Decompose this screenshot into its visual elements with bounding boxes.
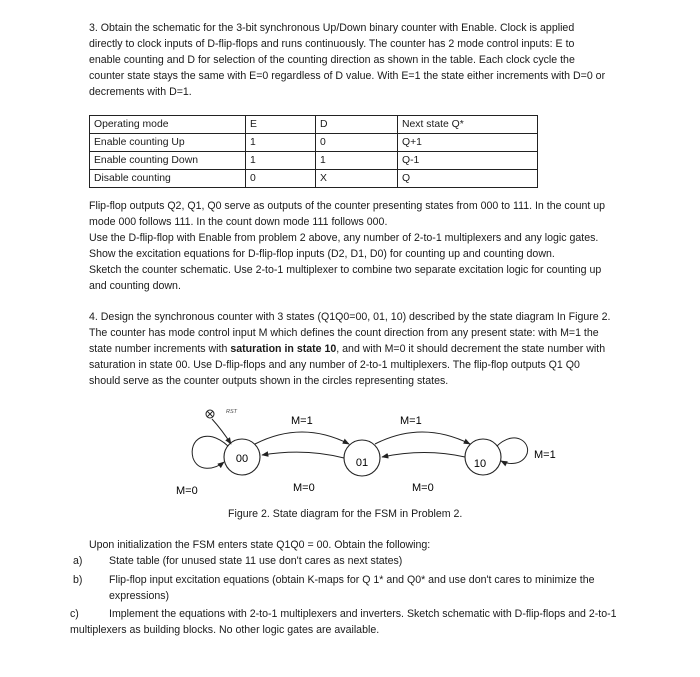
state-diagram [0, 400, 700, 520]
state-01-label: 01 [355, 457, 369, 469]
problem3-line-5: decrements with D=1. [89, 86, 192, 98]
table-cell: 1 [246, 152, 316, 170]
list-marker: b) [73, 574, 83, 586]
table-row [90, 134, 538, 152]
figure-caption: Figure 2. State diagram for the FSM in Problem 2. [228, 508, 463, 520]
problem3-line-3: enable counting and D for selection of the counting direction as shown in the table. Each clock cycle the [89, 54, 575, 66]
problem4-line-3-text: state number increments with [89, 343, 231, 355]
table-header-row [90, 116, 538, 134]
table-cell: 1 [246, 134, 316, 152]
operating-mode-table [89, 115, 538, 188]
self-loop-10 [497, 438, 528, 464]
task-c-marker: c) [70, 608, 79, 620]
list-marker: a) [73, 555, 83, 567]
table-row [90, 170, 538, 188]
problem3-line-2: directly to clock inputs of D-flip-flops and runs continuously. The counter has 2 mode control inputs: E to [89, 38, 575, 50]
table-cell: X [316, 170, 398, 188]
state-10 [465, 439, 501, 475]
label-m1-00-01: M=1 [291, 415, 313, 427]
arc-01-to-00 [262, 452, 344, 458]
table-header-cell: D [316, 116, 398, 134]
state-00 [224, 439, 260, 475]
problem3-body-line-1: Flip-flop outputs Q2, Q1, Q0 serve as outputs of the counter presenting states from 000 to 111. In the count up [89, 200, 606, 212]
problem4-line-1: 4. Design the synchronous counter with 3 states (Q1Q0=00, 01, 10) described by the state diagram In Figure 2. [89, 311, 611, 323]
problem3-body-line-6: and counting down. [89, 280, 181, 292]
arc-01-to-10 [375, 432, 470, 444]
arc-10-to-01 [382, 453, 465, 458]
list-item-text-continued: expressions) [109, 590, 170, 602]
table-cell: 1 [316, 152, 398, 170]
problem3-body-line-2: mode 000 follows 111. In the count down mode 111 follows 000. [89, 216, 388, 228]
table-cell: Q [398, 170, 538, 188]
tasks-intro: Upon initialization the FSM enters state Q1Q0 = 00. Obtain the following: [89, 539, 431, 551]
state-10-label: 10 [473, 458, 487, 470]
table-row [90, 152, 538, 170]
table-cell: 0 [316, 134, 398, 152]
list-item-text: Flip-flop input excitation equations (obtain K-maps for Q 1* and Q0* and use don't cares to minimize the [109, 574, 595, 586]
saturation-emphasis: saturation in state 10 [230, 343, 337, 355]
problem3-line-1: 3. Obtain the schematic for the 3-bit synchronous Up/Down binary counter with Enable. Clock is applied [89, 22, 575, 34]
problem4-line-3 [89, 341, 605, 357]
table-cell: Enable counting Up [90, 134, 246, 152]
task-c-line-2: multiplexers as building blocks. No other logic gates are available. [70, 624, 380, 636]
reset-symbol [206, 409, 238, 444]
state-01 [344, 440, 380, 476]
table-cell: Q-1 [398, 152, 538, 170]
problem4-line-2: The counter has mode control input M which defines the count direction from any present state: with M=1 the [89, 327, 599, 339]
list-item [0, 553, 700, 569]
table-cell: Q+1 [398, 134, 538, 152]
label-m0-10-01: M=0 [412, 482, 434, 494]
table-header-cell: E [246, 116, 316, 134]
label-m0-self-00: M=0 [176, 485, 198, 497]
problem4-line-5: should serve as the counter outputs shown in the circles representing states. [89, 375, 449, 387]
problem4-line-3-tail: , and with M=0 it should decrement the state number with [336, 343, 606, 355]
table-cell: Disable counting [90, 170, 246, 188]
arc-00-to-01 [255, 432, 349, 444]
label-m1-01-10: M=1 [400, 415, 422, 427]
reset-label: RST [226, 409, 237, 415]
list-item [0, 572, 700, 604]
problem3-body-line-3: Use the D-flip-flop with Enable from problem 2 above, any number of 2-to-1 multiplexers and any logic gates. [89, 232, 599, 244]
label-m0-01-00: M=0 [293, 482, 315, 494]
table-header-cell: Operating mode [90, 116, 246, 134]
task-c-line-1: Implement the equations with 2-to-1 multiplexers and inverters. Sketch schematic with D-flip-flops and 2-to-1 [109, 608, 617, 620]
label-m1-self-10: M=1 [534, 449, 556, 461]
state-00-label: 00 [235, 453, 249, 465]
table-header-cell: Next state Q* [398, 116, 538, 134]
table-cell: Enable counting Down [90, 152, 246, 170]
problem4-line-4: saturation in state 00. Use D-flip-flops and any number of 2-to-1 multiplexers. The flip-flop outputs Q1 Q0 [89, 359, 580, 371]
table-cell: 0 [246, 170, 316, 188]
list-item-text: State table (for unused state 11 use don't cares as next states) [109, 555, 403, 567]
problem3-body-line-4: Show the excitation equations for D-flip-flop inputs (D2, D1, D0) for counting up and counting down. [89, 248, 555, 260]
problem3-line-4: counter state stays the same with E=0 regardless of D value. With E=1 the state either increments with D=0 or [89, 70, 606, 82]
problem3-body-line-5: Sketch the counter schematic. Use 2-to-1 multiplexer to combine two separate excitation logic for counting up [89, 264, 602, 276]
self-loop-00 [192, 436, 228, 468]
